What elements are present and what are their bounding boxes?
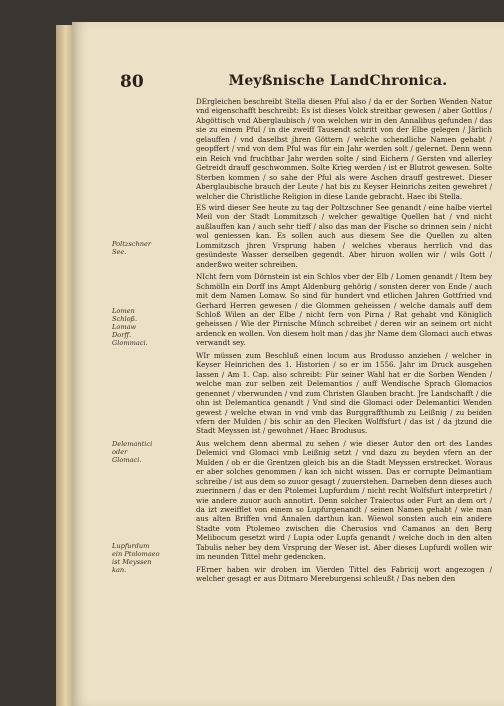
paragraph-1: DErgleichen beschreibt Stella diesen Pful also / da er der Sorben Wenden Natur vnd eigenschafft beschreibt: Es ist dieses Volck streitbar gewesen / aber Gottlos / Abgöttisch vnd Aberglaubisch / von welchen wir in den Annalibus gefunden / das sie zu einem Pful / in die zweiff Tausendt schritt von der Elbe gelegen / Järlich gelauffen / vnd daselbst jhren Göttern / welche schendliche Namen gehabt / geopffert / vnd von dem Pful was für ein Jahr werden solt / gelernet. Denn wenn ein Reich vnd fruchtbar Jahr werden solte / sind Eichern / Gersten vnd allerley Getreidt drauff geschwommen. Solte Krieg werden / ist er Blutrot gewesen. Solte Sterben kommen / so sahe der Pful als were Aschen drauff gestrewet. Dieser Aberglaubische brauch der Leute / hat bis zu Keyser Heinrichs zeiten gewehret / welcher die Christliche Religion in diese Lande gebracht. Haec ibi Stella. xyxy=(196,97,492,201)
paragraph-6: FErner haben wir droben im Vierden Tittel des Fabricij wort angezogen / welcher gesagt er aus Ditmaro Mereburgensi schleußt / Das neben den xyxy=(196,564,492,584)
sidenote-3: Delemantici oder Glomaci. xyxy=(112,440,153,464)
paragraph-3: NIcht fern vom Dörnstein ist ein Schlos vber der Elb / Lomen genandt / Item bey Schmölln ein Dorff ins Ampt Aldenburg gehörig / sonsten derer von Ende / auch mit dem Namen Lomaw. So sind für hundert vnd etlichen Jahren Gottfried vnd Gerhard Herren gewesen / die Glommen geheissen / welche damals auff dem Schloß Wilen an der Elbe / nicht fern von Pirna / Rat gehabt vnd Königlich geheissen / Wie der Pirnische Münch schreibet / deren wir an seinem ort nicht ardenck en wollen. Von diesem holt man / das jhr Name dem Glomaci auch etwas verwandt sey. xyxy=(196,272,492,348)
running-head: Meyßnische LandChronica. xyxy=(228,73,448,89)
book-page xyxy=(72,22,504,706)
book-binding xyxy=(56,25,73,706)
paragraph-2: ES wird dieser See heute zu tag der Poltzschner See genandt / eine halbe viertel Meil von der Stadt Lommitzsch / welcher gewaltige Quellen hat / vnd nicht außlauffen kan / auch sehr tieff / also das man der Fische so drinnen sein / nicht wol geniessen kan. Es sollen auch aus diesem See die Quellen zu alten Lommitzsch jhren Vrsprung haben / welches vberaus herrlich vnd das gesündeste Wasser derselben gegendt. Aber hiruon wollen wir / wils Gott / anderßwo weiter schreiben. xyxy=(196,202,492,269)
paragraph-5: Aus welchem denn abermal zu sehen / wie dieser Autor den ort des Landes Delemici vnd Glomaci vmb Leißnig setzt / vnd dazu zu beyden vfern an der Mulden / ob er die Grentzen gleich bis an die Stadt Meyssen erstrecket. Woraus er aber solches genommen / kan ich nicht wissen. Das er corrupte Delmantiam schreibe / ist aus dem so zuuor gesagt / zuuerstehen. Darneben denn dieses auch zuerinnern / das er den Ptolemei Lupfurdum / nicht recht Wolfsfurt interpretirt / wie andere zuuor auch annotirt. Denn solcher Traiectus oder Furt an dem ort / da izt zweifflet von einem so Lupfurgenandt / seinen Namen gehabt / wie man aus alten Briffen vnd Annalen darthun kan. Wiewol sonsten auch ein andere Stadte vom Ptolemeo zwischen die Cherusios vnd Camanos an den Berg Melibocum gesetzt wird / Lupia oder Lupfa genandt / welche doch in den alten Tabulis neher bey dem Vrsprung der Weser ist. Aber dieses Lupfurdi wollen wir im neunden Tittel mehr gedencken. xyxy=(196,438,492,562)
sidenote-1: Poltzschner See. xyxy=(112,240,151,256)
paragraph-4: WIr müssen zum Beschluß einen locum aus Brodusso anziehen / welcher in Keyser Heinrichen des 1. Historien / so er im 1556. Jahr im Druck ausgehen lassen / Am 1. Cap. also schreibt: Für seiner Wahl hat er die Sorben Wenden / welche man zur selben zeit Delemantios / auff Wendische Sprach Glomacios genennet / vberwunden / vnd zum Christen Glauben bracht. Jre Landschafft / die ohn ist Delemantica genandt / Vnd sind die Glomaci oder Delemantici Wenden gewest / welche etwan in vnd vmb das Burggraffthumb zu Leißnig / zu beiden vfern der Mulden / bis schir an den Flecken Wolffsfurt / das ist / da jtzund die Stadt Meyssen ist / gewohnet / Haec Brodusus. xyxy=(196,350,492,436)
page-number: 80 xyxy=(120,72,144,92)
sidenote-4: Lupfurdum ein Ptolomaeo ist Meyssen kan. xyxy=(112,542,160,574)
sidenote-2: Lomen Schloß. Lomaw Dorff. Glommaci. xyxy=(112,307,148,347)
body-text xyxy=(196,97,492,584)
